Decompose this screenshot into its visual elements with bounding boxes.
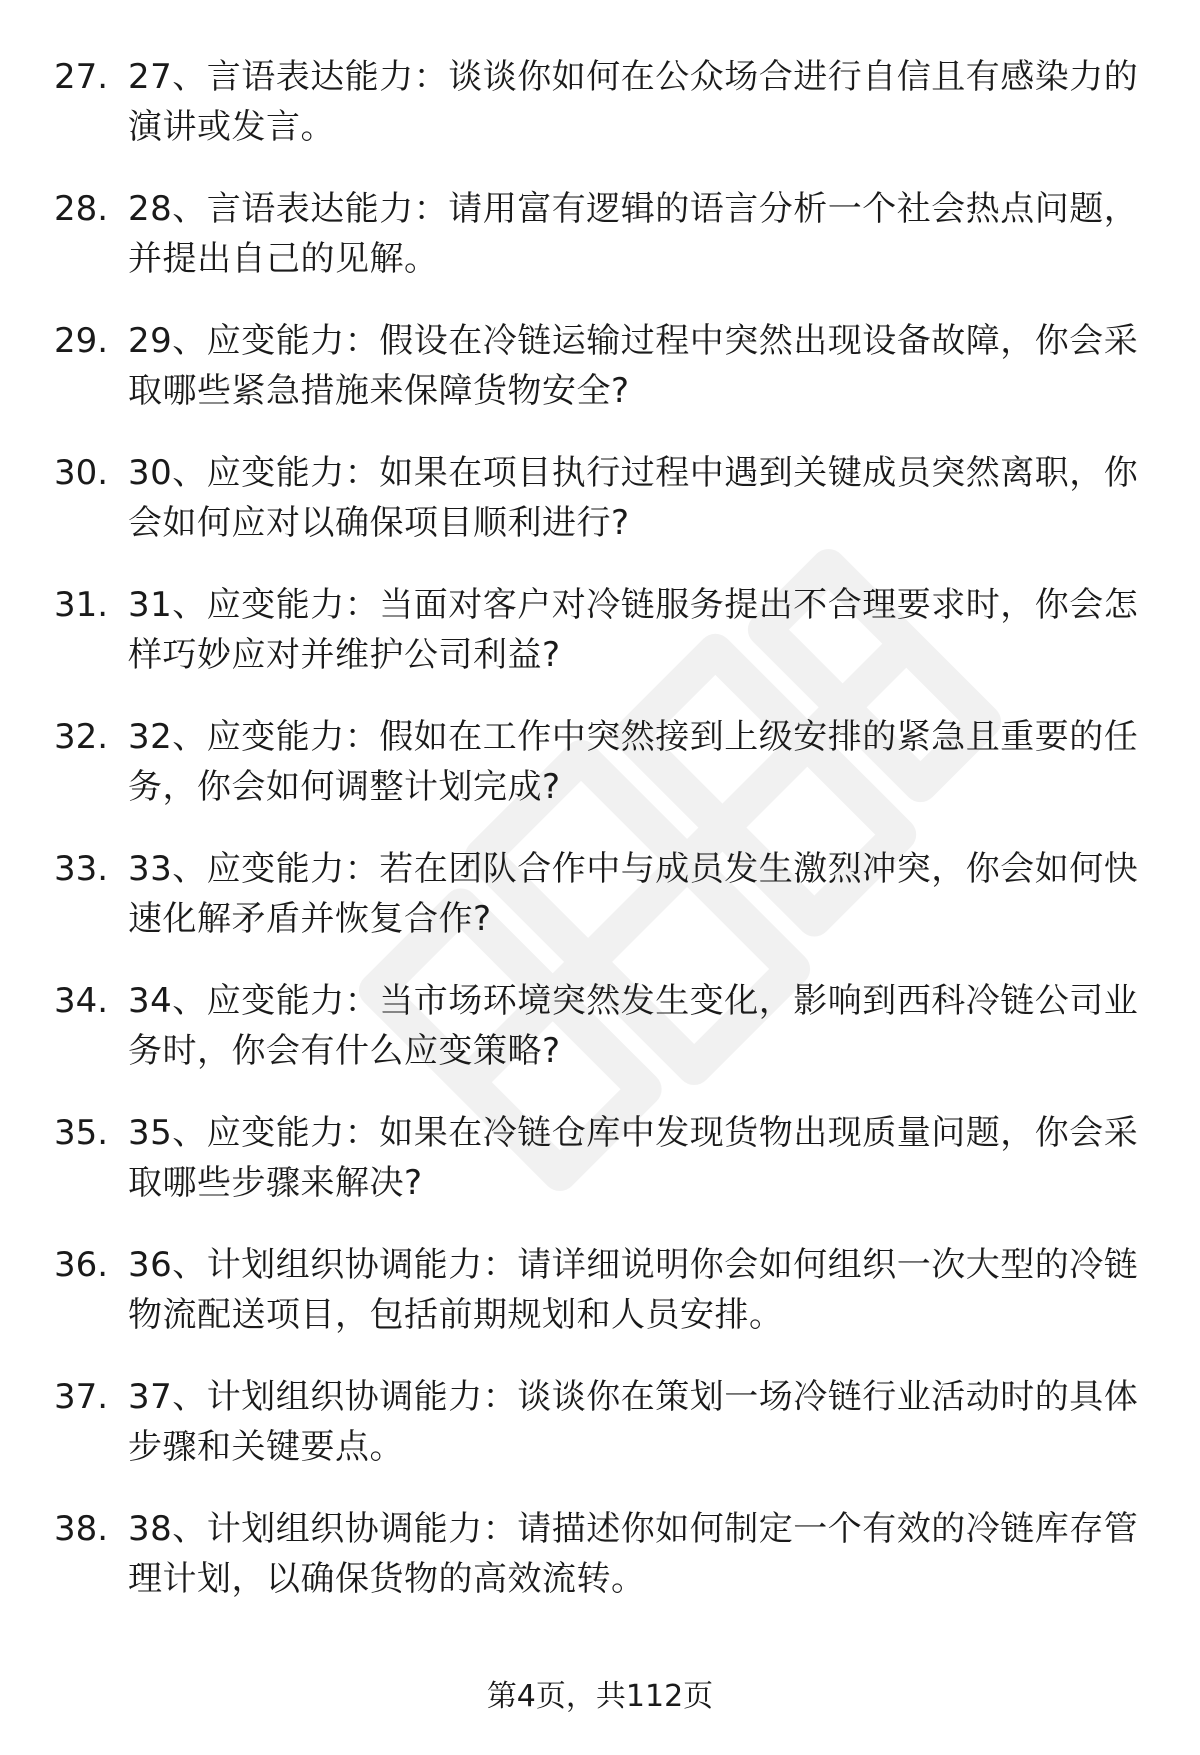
list-item bbox=[0, 184, 1200, 316]
question-text: 35、应变能力：如果在冷链仓库中发现货物出现质量问题，你会采取哪些步骤来解决? bbox=[128, 1113, 1139, 1203]
question-number: 36. bbox=[54, 1245, 109, 1285]
list-item bbox=[0, 1240, 1200, 1372]
list-item bbox=[0, 844, 1200, 976]
question-number: 30. bbox=[54, 453, 109, 493]
question-text: 33、应变能力：若在团队合作中与成员发生激烈冲突，你会如何快速化解矛盾并恢复合作? bbox=[128, 849, 1139, 939]
list-item bbox=[0, 976, 1200, 1108]
list-item bbox=[0, 712, 1200, 844]
question-number: 35. bbox=[54, 1113, 109, 1153]
question-number: 34. bbox=[54, 981, 109, 1021]
question-list bbox=[0, 52, 1200, 1636]
question-number: 27. bbox=[54, 57, 109, 97]
question-text: 36、计划组织协调能力：请详细说明你会如何组织一次大型的冷链物流配送项目，包括前期规划和人员安排。 bbox=[128, 1245, 1139, 1335]
question-number: 38. bbox=[54, 1509, 109, 1549]
question-text: 29、应变能力：假设在冷链运输过程中突然出现设备故障，你会采取哪些紧急措施来保障货物安全? bbox=[128, 321, 1139, 411]
question-text: 37、计划组织协调能力：谈谈你在策划一场冷链行业活动时的具体步骤和关键要点。 bbox=[128, 1377, 1139, 1467]
question-text: 27、言语表达能力：谈谈你如何在公众场合进行自信且有感染力的演讲或发言。 bbox=[128, 57, 1139, 147]
question-text: 32、应变能力：假如在工作中突然接到上级安排的紧急且重要的任务，你会如何调整计划完成? bbox=[128, 717, 1139, 807]
question-number: 33. bbox=[54, 849, 109, 889]
question-number: 29. bbox=[54, 321, 109, 361]
question-number: 28. bbox=[54, 189, 109, 229]
question-number: 32. bbox=[54, 717, 109, 757]
list-item bbox=[0, 1108, 1200, 1240]
list-item bbox=[0, 580, 1200, 712]
question-text: 31、应变能力：当面对客户对冷链服务提出不合理要求时，你会怎样巧妙应对并维护公司利益? bbox=[128, 585, 1139, 675]
list-item bbox=[0, 1372, 1200, 1504]
list-item bbox=[0, 316, 1200, 448]
list-item bbox=[0, 52, 1200, 184]
list-item bbox=[0, 448, 1200, 580]
question-number: 31. bbox=[54, 585, 109, 625]
question-text: 38、计划组织协调能力：请描述你如何制定一个有效的冷链库存管理计划，以确保货物的高效流转。 bbox=[128, 1509, 1139, 1599]
question-text: 30、应变能力：如果在项目执行过程中遇到关键成员突然离职，你会如何应对以确保项目顺利进行? bbox=[128, 453, 1139, 543]
page-footer: 第4页，共112页 bbox=[486, 1679, 714, 1714]
question-number: 37. bbox=[54, 1377, 109, 1417]
question-text: 34、应变能力：当市场环境突然发生变化，影响到西科冷链公司业务时，你会有什么应变策略? bbox=[128, 981, 1139, 1071]
list-item bbox=[0, 1504, 1200, 1636]
question-text: 28、言语表达能力：请用富有逻辑的语言分析一个社会热点问题，并提出自己的见解。 bbox=[128, 189, 1139, 279]
